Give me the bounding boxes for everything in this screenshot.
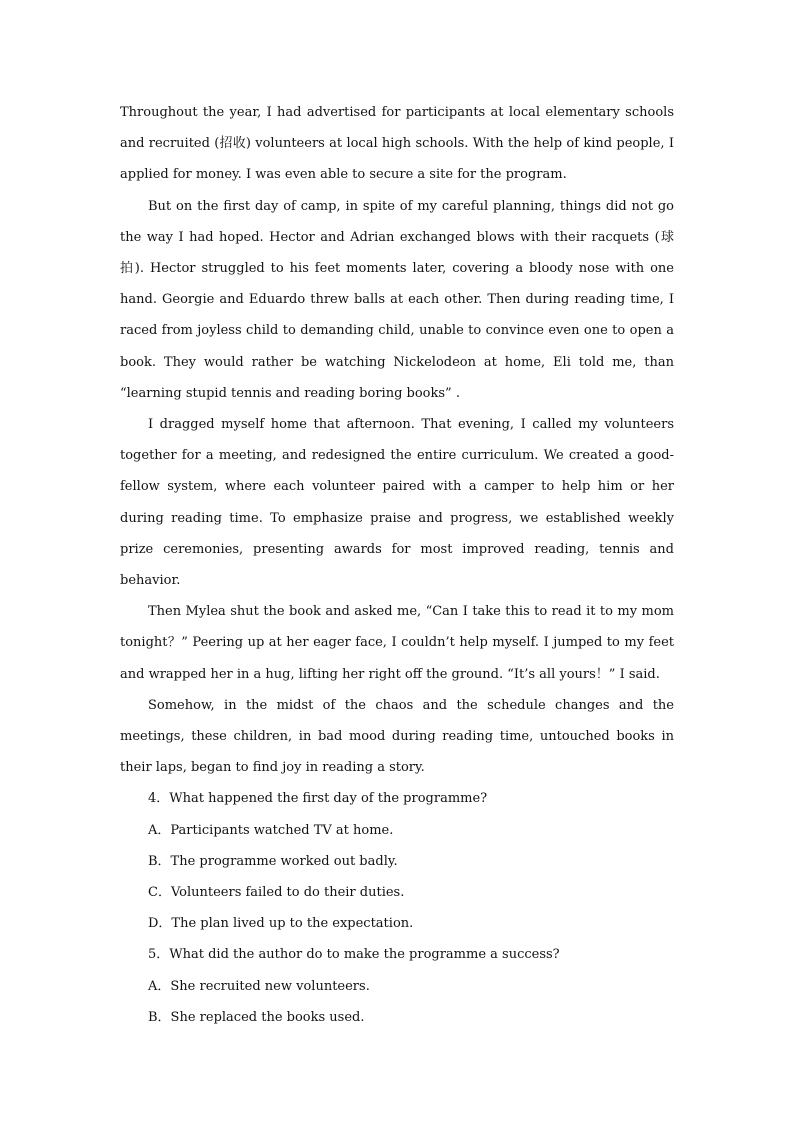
question-5-option-b: B．She replaced the books used.: [148, 1009, 365, 1025]
passage-paragraph-2: But on the first day of camp, in spite of my careful planning, things did not go the way I had hoped. Hector and Adrian exchanged blows with their racquets (球拍). Hector struggled to his feet moments later, covering a bloody nose with one hand. Georgie and Eduardo threw balls at each other. Then during reading time, I raced from joyless child to demanding child, unable to convince even one to open a book. They would rather be watching Nickelodeon at home, Eli told me, than “learning stupid tennis and reading boring books” .: [120, 198, 674, 401]
question-4-option-d: D．The plan lived up to the expectation.: [148, 916, 414, 932]
question-4-option-c: C．Volunteers failed to do their duties.: [148, 885, 405, 901]
question-4-option-a: A．Participants watched TV at home.: [148, 822, 394, 838]
question-5-stem: 5．What did the author do to make the programme a success?: [148, 947, 560, 963]
passage-paragraph-5: Somehow, in the midst of the chaos and the schedule changes and the meetings, these children, in bad mood during reading time, untouched books in their laps, began to find joy in reading a story.: [120, 697, 674, 776]
question-5-option-a: A．She recruited new volunteers.: [148, 978, 370, 994]
passage-paragraph-3: I dragged myself home that afternoon. That evening, I called my volunteers together for a meeting, and redesigned the entire curriculum. We created a good-fellow system, where each volunteer paired with a camper to help him or her during reading time. To emphasize praise and progress, we established weekly prize ceremonies, presenting awards for most improved reading, tennis and behavior.: [120, 417, 674, 589]
reading-passage: [120, 97, 674, 1033]
passage-paragraph-1: Throughout the year, I had advertised for participants at local elementary schools and recruited (招收) volunteers at local high schools. With the help of kind people, I applied for money. I was even able to secure a site for the program.: [120, 105, 674, 183]
passage-paragraph-4: Then Mylea shut the book and asked me, “Can I take this to read it to my mom tonight？” Peering up at her eager face, I couldn’t help myself. I jumped to my feet and wrapped her in a hug, lifting her right off the ground. “It’s all yours！” I said.: [120, 604, 674, 682]
question-4-option-b: B．The programme worked out badly.: [148, 853, 398, 869]
question-5: [120, 939, 674, 1033]
question-4-stem: 4．What happened the first day of the programme?: [148, 791, 488, 807]
question-4: [120, 783, 674, 939]
